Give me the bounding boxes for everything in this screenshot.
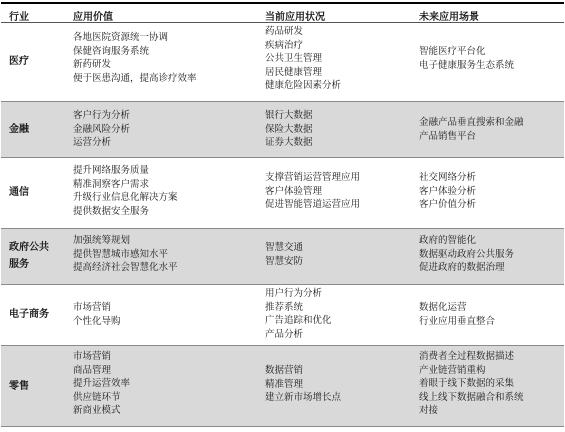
value-list: [73, 109, 259, 150]
list-item: 促进政府的数据治理: [419, 262, 505, 273]
value-list: [73, 31, 259, 85]
future-list: [419, 301, 564, 328]
list-item: 便于医患沟通，提高诊疗效率: [73, 72, 197, 84]
list-item: 证券大数据: [265, 137, 313, 148]
list-item: 公共卫生管理: [265, 53, 323, 64]
status-list: [265, 241, 415, 268]
list-item: 着眼于线下数据的采集: [419, 378, 515, 389]
list-item: 支撑营销运营管理应用: [265, 172, 361, 183]
list-item: 产品分析: [265, 328, 304, 340]
list-item: 提升运营效率: [73, 378, 131, 389]
list-item: 智慧安防: [265, 255, 304, 267]
row-industry-label: 电子商务: [9, 309, 49, 320]
list-item: 电子健康服务生态系统: [419, 59, 515, 71]
value-list: [73, 301, 259, 328]
table-header: [1, 4, 564, 23]
future-list: [419, 350, 564, 418]
list-item: 广告追踪和优化: [265, 315, 332, 326]
list-item: 客户行为分析: [73, 110, 131, 121]
table-row-medical: [1, 23, 564, 102]
list-item: 线上线下数据融合和系统: [419, 391, 524, 403]
list-item: 市场营销: [73, 351, 112, 362]
list-item: 个性化导购: [73, 315, 121, 327]
list-item: 数据营销: [265, 365, 304, 376]
value-list: [73, 234, 259, 275]
row-industry-label-line: 服务: [9, 259, 29, 270]
list-item: 药品研发: [265, 26, 304, 37]
row-industry-label-line: 政府公共: [9, 242, 49, 253]
status-list: [265, 25, 415, 93]
status-list: [265, 171, 415, 212]
row-industry-label: [9, 239, 67, 273]
list-item: 客户体验管理: [265, 185, 323, 197]
list-item: 社交网络分析: [419, 172, 477, 183]
header-value: 应用价值: [73, 12, 113, 23]
future-list: [419, 171, 564, 212]
table-row-government: [1, 229, 564, 285]
row-industry-label: 零售: [9, 381, 29, 392]
status-list: [265, 364, 415, 405]
list-item: 精准管理: [265, 378, 304, 390]
list-item: 提高经济社会智慧化水平: [73, 262, 178, 273]
status-list: [265, 109, 415, 150]
list-item: 行业应用垂直整合: [419, 315, 496, 327]
row-industry-label: 金融: [9, 124, 29, 135]
list-item: 产品销售平台: [419, 130, 477, 142]
row-industry-label: 通信: [9, 187, 29, 198]
list-item: 产业链营销重构: [419, 364, 486, 376]
list-item: 提升网络服务质量: [73, 165, 150, 176]
header-status: 当前应用状况: [265, 12, 325, 23]
list-item: 提供智慧城市感知水平: [73, 248, 169, 260]
value-list: [73, 164, 259, 218]
list-item: 健康危险因素分析: [265, 80, 342, 91]
list-item: 提供数据安全服务: [73, 205, 150, 217]
row-industry-label: 医疗: [9, 56, 29, 67]
value-list: [73, 350, 259, 418]
list-item: 疾病治疗: [265, 39, 304, 51]
list-item: 市场营销: [73, 302, 112, 313]
list-item: 加强统筹规划: [73, 235, 131, 246]
table-row-retail: [1, 346, 564, 427]
list-item: 政府的智能化: [419, 235, 477, 246]
list-item: 建立新市场增长点: [265, 392, 342, 403]
list-item: 金融风险分析: [73, 123, 131, 135]
list-item: 智能医疗平台化: [419, 46, 486, 57]
list-item: 精准洞察客户需求: [73, 178, 150, 190]
list-item: 消费者全过程数据描述: [419, 351, 515, 362]
table-row-telecom: [1, 158, 564, 229]
list-item: 促进智能管道运营应用: [265, 199, 361, 210]
list-item: 智慧交通: [265, 242, 304, 253]
list-item: 银行大数据: [265, 110, 313, 121]
list-item: 保险大数据: [265, 123, 313, 135]
list-item: 金融产品垂直搜索和金融: [419, 117, 524, 128]
status-list: [265, 287, 415, 341]
list-item: 升级行业信息化解决方案: [73, 192, 178, 203]
list-item: 新药研发: [73, 59, 112, 70]
list-item: 各地医院资源统一协调: [73, 32, 169, 43]
list-item: 运营分析: [73, 137, 112, 148]
future-list: [419, 234, 564, 275]
list-item: 客户价值分析: [419, 199, 477, 210]
list-item: 新商业模式: [73, 405, 121, 416]
list-item: 用户行为分析: [265, 288, 323, 299]
list-item: 商品管理: [73, 364, 112, 376]
table-row-ecommerce: [1, 285, 564, 346]
future-list: [419, 45, 564, 72]
future-list: [419, 116, 564, 143]
list-item: 对接: [419, 405, 439, 416]
header-industry: 行业: [9, 12, 29, 23]
header-future: 未来应用场景: [419, 12, 479, 23]
list-item: 供应链环节: [73, 391, 121, 403]
table-row-finance: [1, 102, 564, 158]
list-item: 保健咨询服务系统: [73, 45, 150, 57]
list-item: 推荐系统: [265, 301, 304, 313]
list-item: 居民健康管理: [265, 66, 323, 78]
list-item: 客户体验分析: [419, 185, 477, 197]
list-item: 数据驱动政府公共服务: [419, 248, 515, 260]
list-item: 数据化运营: [419, 302, 467, 313]
